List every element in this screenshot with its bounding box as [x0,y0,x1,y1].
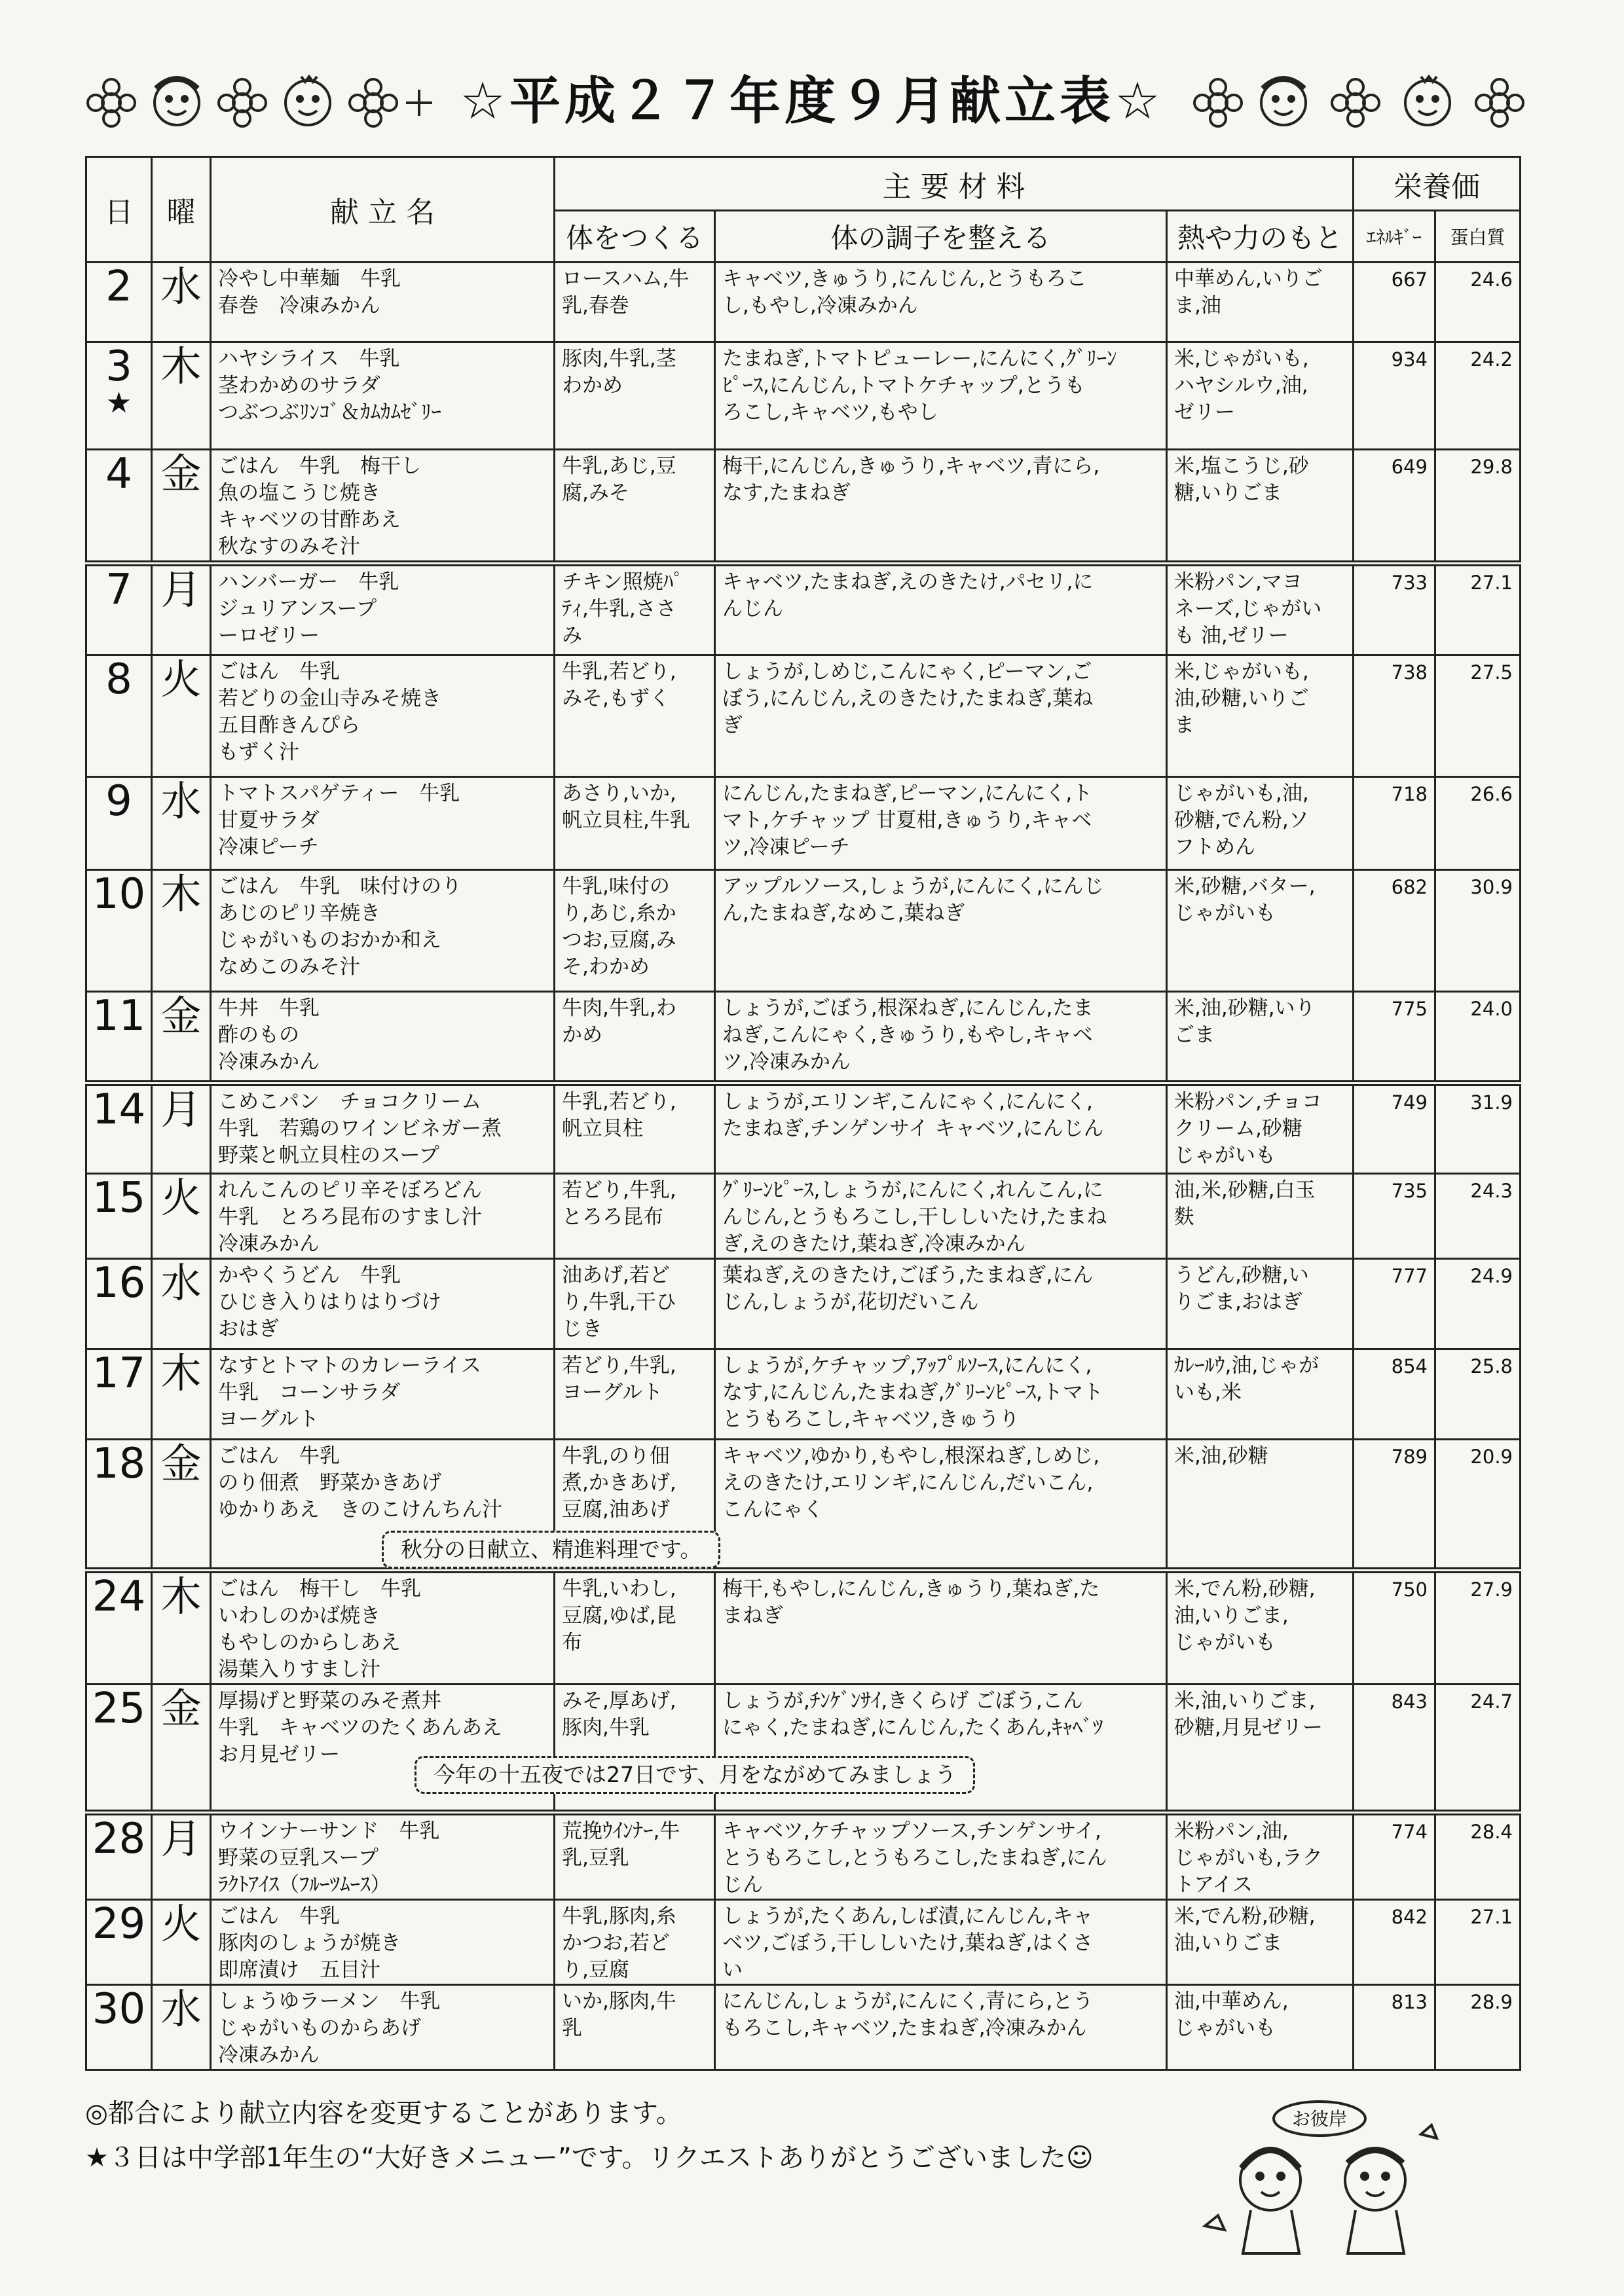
menu-name-text: ごはん 牛乳 味付けのり あじのピリ辛焼き じゃがいものおかか和え なめこのみそ汁 [218,875,462,979]
condition-cell: しょうが,ﾁﾝｹﾞﾝｻｲ,きくらげ ごぼう,こん にゃく,たまねぎ,にんじん,たくあん,ｷｬﾍﾞﾂ [715,1685,1167,1813]
energy-value-cell: 789 [1354,1440,1435,1571]
weekday-cell: 木 [152,1571,211,1685]
header-condition: 体の調子を整える [715,211,1167,263]
day-number: 17 [92,1349,146,1398]
energy-source-cell: じゃがいも,油, 砂糖,でん粉,ソ フトめん [1167,777,1354,870]
menu-name-cell [211,342,555,450]
note-bubble: 秋分の日献立、精進料理です。 [382,1531,720,1569]
weekday-cell: 火 [152,655,211,777]
menu-name-cell [211,777,555,870]
menu-name-cell [211,1084,555,1174]
body-building-cell: ロースハム,牛 乳,春巻 [555,263,715,342]
protein-value-cell: 24.9 [1435,1259,1521,1349]
energy-source-cell: 米,でん粉,砂糖, 油,いりごま, じゃがいも [1167,1571,1354,1685]
condition-cell: ｸﾞﾘｰﾝﾋﾟｰｽ,しょうが,にんにく,れんこん,に んじん,とうもろこし,干ししいたけ,たまね ぎ,えのきたけ,葉ねぎ,冷凍みかん [715,1174,1167,1259]
menu-name-text: ごはん 梅干し 牛乳 いわしのかば焼き もやしのからしあえ 湯葉入りすまし汁 [218,1577,421,1681]
body-building-cell: 油あげ,若ど り,牛乳,干ひ じき [555,1259,715,1349]
menu-name-cell [211,992,555,1084]
day-number: 14 [92,1085,146,1134]
energy-value-cell: 777 [1354,1259,1435,1349]
weekday-cell: 火 [152,1174,211,1259]
protein-value-cell: 20.9 [1435,1440,1521,1571]
flower-and-kids-decoration-icon-right [1179,62,1545,141]
day-cell [86,1571,152,1685]
day-number: 3 [105,342,132,391]
body-building-cell: みそ,厚あげ, 豚肉,牛乳 [555,1685,715,1813]
menu-name-cell [211,1259,555,1349]
favorite-star-icon: ★ [105,386,132,420]
weekday-cell: 金 [152,1440,211,1571]
header-energy: ｴﾈﾙｷﾞｰ [1354,211,1435,263]
menu-name-cell [211,655,555,777]
footer-note-change: ◎都合により献立内容を変更することがあります。 [85,2098,682,2128]
body-building-cell: チキン照焼ﾊﾟ ﾃｨ,牛乳,ささ み [555,564,715,655]
weekday-cell: 木 [152,1349,211,1440]
body-building-cell: 牛乳,あじ,豆 腐,みそ [555,450,715,564]
protein-value-cell: 27.1 [1435,564,1521,655]
condition-cell: しょうが,しめじ,こんにゃく,ピーマン,ご ぼう,にんじん,えのきたけ,たまねぎ,葉ね ぎ [715,655,1167,777]
condition-cell: 梅干,にんじん,きゅうり,キャベツ,青にら, なす,たまねぎ [715,450,1167,564]
day-number: 4 [105,450,132,498]
menu-name-text: ごはん 牛乳 梅干し 魚の塩こうじ焼き キャベツの甘酢あえ 秋なすのみそ汁 [218,454,421,558]
energy-value-cell: 843 [1354,1685,1435,1813]
menu-name-cell [211,1900,555,1985]
footer-note-request: ★３日は中学部1年生の“大好きメニュー”です。リクエストありがとうございました☺ [85,2143,1094,2173]
energy-value-cell: 842 [1354,1900,1435,1985]
menu-name-cell [211,1349,555,1440]
condition-cell: キャベツ,たまねぎ,えのきたけ,パセリ,に んじん [715,564,1167,655]
header-dow: 曜 [152,157,211,263]
body-building-cell: あさり,いか, 帆立貝柱,牛乳 [555,777,715,870]
energy-value-cell: 854 [1354,1349,1435,1440]
energy-source-cell: ｶﾚｰﾙｳ,油,じゃが いも,米 [1167,1349,1354,1440]
energy-source-cell: 米粉パン,マヨ ネーズ,じゃがい も 油,ゼリー [1167,564,1354,655]
protein-value-cell: 24.3 [1435,1174,1521,1259]
menu-table-body [86,263,1521,2070]
table-row [86,564,1521,655]
day-cell [86,450,152,564]
weekday-cell: 木 [152,870,211,992]
body-building-cell: 牛乳,いわし, 豆腐,ゆば,昆 布 [555,1571,715,1685]
day-cell [86,1685,152,1813]
protein-value-cell: 27.9 [1435,1571,1521,1685]
condition-cell: たまねぎ,トマトピューレー,にんにく,ｸﾞﾘｰﾝ ﾋﾟｰｽ,にんじん,トマトケチャップ,とうも ろこし,キャベツ,もやし [715,342,1167,450]
day-cell [86,1900,152,1985]
energy-value-cell: 735 [1354,1174,1435,1259]
energy-value-cell: 718 [1354,777,1435,870]
weekday-cell: 金 [152,1685,211,1813]
body-building-cell: 牛乳,のり佃 煮,かきあげ, 豆腐,油あげ [555,1440,715,1571]
menu-name-cell [211,1813,555,1900]
table-row [86,1813,1521,1900]
weekday-cell: 金 [152,450,211,564]
day-cell [86,1985,152,2070]
day-cell [86,564,152,655]
header-body: 体をつくる [555,211,715,263]
energy-source-cell: 米,油,いりごま, 砂糖,月見ゼリー [1167,1685,1354,1813]
weekday-cell: 水 [152,1985,211,2070]
day-cell [86,1440,152,1571]
protein-value-cell: 31.9 [1435,1084,1521,1174]
weekday-cell: 水 [152,1259,211,1349]
table-row [86,992,1521,1084]
day-number: 9 [105,777,132,826]
menu-name-text: こめこパン チョコクリーム 牛乳 若鶏のワインビネガー煮 野菜と帆立貝柱のスープ [218,1090,502,1167]
day-cell [86,342,152,450]
energy-value-cell: 649 [1354,450,1435,564]
day-cell [86,870,152,992]
condition-cell: キャベツ,きゅうり,にんじん,とうもろこ し,もやし,冷凍みかん [715,263,1167,342]
menu-name-text: ごはん 牛乳 豚肉のしょうが焼き 即席漬け 五目汁 [218,1904,401,1982]
weekday-cell: 月 [152,564,211,655]
weekday-cell: 水 [152,263,211,342]
header-ingredients: 主 要 材 料 [555,157,1354,211]
protein-value-cell: 24.7 [1435,1685,1521,1813]
body-building-cell: 牛乳,味付の り,あじ,糸か つお,豆腐,み そ,わかめ [555,870,715,992]
energy-source-cell: 米粉パン,油, じゃがいも,ラク トアイス [1167,1813,1354,1900]
table-row [86,1985,1521,2070]
header-day: 日 [86,157,152,263]
table-row [86,1900,1521,1985]
menu-name-text: トマトスパゲティー 牛乳 甘夏サラダ 冷凍ピーチ [218,782,460,859]
energy-source-cell: 米,油,砂糖 [1167,1440,1354,1571]
condition-cell: しょうが,エリンギ,こんにゃく,にんにく, たまねぎ,チンゲンサイ キャベツ,にんじん [715,1084,1167,1174]
menu-name-text: しょうゆラーメン 牛乳 じゃがいものからあげ 冷凍みかん [218,1990,441,2067]
day-number: 25 [92,1685,146,1733]
body-building-cell: 牛肉,牛乳,わ かめ [555,992,715,1084]
energy-source-cell: 米,砂糖,バター, じゃがいも [1167,870,1354,992]
protein-value-cell: 25.8 [1435,1349,1521,1440]
table-row [86,870,1521,992]
energy-source-cell: 油,米,砂糖,白玉 麩 [1167,1174,1354,1259]
energy-value-cell: 774 [1354,1813,1435,1900]
weekday-cell: 木 [152,342,211,450]
day-cell [86,1084,152,1174]
body-building-cell: 荒挽ｳｲﾝﾅｰ,牛 乳,豆乳 [555,1813,715,1900]
day-number: 7 [105,566,132,614]
menu-name-cell [211,564,555,655]
note-bubble: 今年の十五夜では27日です、月をながめてみましょう [415,1756,975,1794]
protein-value-cell: 26.6 [1435,777,1521,870]
table-row [86,450,1521,564]
protein-value-cell: 24.0 [1435,992,1521,1084]
table-row [86,777,1521,870]
body-building-cell: 若どり,牛乳, ヨーグルト [555,1349,715,1440]
energy-source-cell: 油,中華めん, じゃがいも [1167,1985,1354,2070]
protein-value-cell: 28.4 [1435,1813,1521,1900]
table-row [86,1571,1521,1685]
menu-table [85,156,1521,2071]
day-number: 16 [92,1259,146,1307]
table-row [86,1685,1521,1813]
energy-source-cell: 米,塩こうじ,砂 糖,いりごま [1167,450,1354,564]
table-row [86,1259,1521,1349]
day-number: 24 [92,1573,146,1621]
day-number: 28 [92,1815,146,1863]
day-number: 8 [105,655,132,704]
protein-value-cell: 27.5 [1435,655,1521,777]
protein-value-cell: 24.2 [1435,342,1521,450]
day-cell [86,263,152,342]
protein-value-cell: 28.9 [1435,1985,1521,2070]
day-number: 30 [92,1985,146,2033]
day-cell [86,1259,152,1349]
menu-name-text: 冷やし中華麺 牛乳 春巻 冷凍みかん [218,267,401,318]
day-cell [86,1349,152,1440]
day-number: 10 [92,870,146,919]
table-row [86,342,1521,450]
protein-value-cell: 27.1 [1435,1900,1521,1985]
energy-source-cell: 米,じゃがいも, ハヤシルウ,油, ゼリー [1167,342,1354,450]
body-building-cell: 豚肉,牛乳,茎 わかめ [555,342,715,450]
day-number: 15 [92,1174,146,1222]
condition-cell: しょうが,ごぼう,根深ねぎ,にんじん,たま ねぎ,こんにゃく,きゅうり,もやし,キャベ ツ,冷凍みかん [715,992,1167,1084]
table-row [86,1440,1521,1571]
menu-name-cell [211,1174,555,1259]
energy-source-cell: 米,油,砂糖,いり ごま [1167,992,1354,1084]
ohigan-label: お彼岸 [1291,2108,1348,2130]
menu-name-cell [211,870,555,992]
condition-cell: アップルソース,しょうが,にんにく,にんじ ん,たまねぎ,なめこ,葉ねぎ [715,870,1167,992]
body-building-cell: 若どり,牛乳, とろろ昆布 [555,1174,715,1259]
protein-value-cell: 30.9 [1435,870,1521,992]
menu-name-text: ハンバーガー 牛乳 ジュリアンスープ ーロゼリー [218,570,399,647]
header-menu: 献 立 名 [211,157,555,263]
energy-value-cell: 813 [1354,1985,1435,2070]
energy-value-cell: 682 [1354,870,1435,992]
table-row [86,1084,1521,1174]
protein-value-cell: 24.6 [1435,263,1521,342]
condition-cell: 梅干,もやし,にんじん,きゅうり,葉ねぎ,た まねぎ [715,1571,1167,1685]
day-cell [86,1813,152,1900]
condition-cell: しょうが,たくあん,しば漬,にんじん,キャ ベツ,ごぼう,干ししいたけ,葉ねぎ,はくさ い [715,1900,1167,1985]
day-cell [86,777,152,870]
table-row [86,655,1521,777]
energy-value-cell: 738 [1354,655,1435,777]
menu-name-text: なすとトマトのカレーライス 牛乳 コーンサラダ ヨーグルト [218,1354,481,1431]
condition-cell: にんじん,しょうが,にんにく,青にら,とう もろこし,キャベツ,たまねぎ,冷凍みかん [715,1985,1167,2070]
menu-name-text: 厚揚げと野菜のみそ煮丼 牛乳 キャベツのたくあんあえ お月見ゼリー [218,1689,502,1766]
body-building-cell: 牛乳,豚肉,糸 かつお,若ど り,豆腐 [555,1900,715,1985]
menu-name-text: 牛丼 牛乳 酢のもの 冷凍みかん [218,996,320,1074]
body-building-cell: 牛乳,若どり, 帆立貝柱 [555,1084,715,1174]
menu-name-cell [211,263,555,342]
protein-value-cell: 29.8 [1435,450,1521,564]
menu-name-cell [211,1985,555,2070]
condition-cell: キャベツ,ゆかり,もやし,根深ねぎ,しめじ, えのきたけ,エリンギ,にんじん,だいこん, こんにゃく [715,1440,1167,1571]
energy-source-cell: 米,でん粉,砂糖, 油,いりごま [1167,1900,1354,1985]
condition-cell: にんじん,たまねぎ,ピーマン,にんにく,ト マト,ケチャップ 甘夏柑,きゅうり,キャベ ツ,冷凍ピーチ [715,777,1167,870]
page-title: ☆平成２７年度９月献立表☆ [460,72,1164,131]
energy-value-cell: 775 [1354,992,1435,1084]
menu-name-text: ハヤシライス 牛乳 茎わかめのサラダ つぶつぶﾘﾝｺﾞ＆ｶﾑｶﾑｾﾞﾘｰ [218,347,441,424]
condition-cell: 葉ねぎ,えのきたけ,ごぼう,たまねぎ,にん じん,しょうが,花切だいこん [715,1259,1167,1349]
day-number: 11 [92,992,146,1040]
energy-value-cell: 733 [1354,564,1435,655]
ohigan-kids-illustration-icon [1179,2095,1454,2259]
energy-value-cell: 749 [1354,1084,1435,1174]
header-protein: 蛋白質 [1435,211,1521,263]
menu-name-text: れんこんのピリ辛そぼろどん 牛乳 とろろ昆布のすまし汁 冷凍みかん [218,1178,482,1256]
menu-name-cell [211,1571,555,1685]
weekday-cell: 金 [152,992,211,1084]
menu-name-cell [211,450,555,564]
day-cell [86,655,152,777]
condition-cell: キャベツ,ケチャップソース,チンゲンサイ, とうもろこし,とうもろこし,たまねぎ,にん じん [715,1813,1167,1900]
day-number: 29 [92,1900,146,1948]
page-header [79,62,1545,141]
day-number: 18 [92,1440,146,1488]
weekday-cell: 火 [152,1900,211,1985]
menu-name-text: ごはん 牛乳 のり佃煮 野菜かきあげ ゆかりあえ きのこけんちん汁 [218,1444,502,1522]
body-building-cell: いか,豚肉,牛 乳 [555,1985,715,2070]
energy-value-cell: 934 [1354,342,1435,450]
weekday-cell: 月 [152,1813,211,1900]
body-building-cell: 牛乳,若どり, みそ,もずく [555,655,715,777]
menu-name-text: かやくうどん 牛乳 ひじき入りはりはりづけ おはぎ [218,1264,441,1341]
menu-name-text: ウインナーサンド 牛乳 野菜の豆乳スープ ﾗｸﾄｱｲｽ（ﾌﾙｰﾂﾑｰｽ） [218,1819,440,1897]
weekday-cell: 水 [152,777,211,870]
energy-source-cell: 米,じゃがいも, 油,砂糖,いりご ま [1167,655,1354,777]
day-cell [86,1174,152,1259]
header-nutrition: 栄養価 [1354,157,1521,211]
weekday-cell: 月 [152,1084,211,1174]
energy-source-cell: うどん,砂糖,い りごま,おはぎ [1167,1259,1354,1349]
energy-value-cell: 750 [1354,1571,1435,1685]
energy-source-cell: 米粉パン,チョコ クリーム,砂糖 じゃがいも [1167,1084,1354,1174]
energy-source-cell: 中華めん,いりご ま,油 [1167,263,1354,342]
table-row [86,263,1521,342]
table-row [86,1349,1521,1440]
day-cell [86,992,152,1084]
condition-cell: しょうが,ケチャップ,ｱｯﾌﾟﾙｿｰｽ,にんにく, なす,にんじん,たまねぎ,ｸﾞﾘｰﾝﾋﾟｰｽ,トマト とうもろこし,キャベツ,きゅうり [715,1349,1167,1440]
day-number: 2 [105,263,132,311]
energy-value-cell: 667 [1354,263,1435,342]
menu-name-text: ごはん 牛乳 若どりの金山寺みそ焼き 五目酢きんぴら もずく汁 [218,660,441,764]
table-row [86,1174,1521,1259]
header-energy-source: 熱や力のもと [1167,211,1354,263]
